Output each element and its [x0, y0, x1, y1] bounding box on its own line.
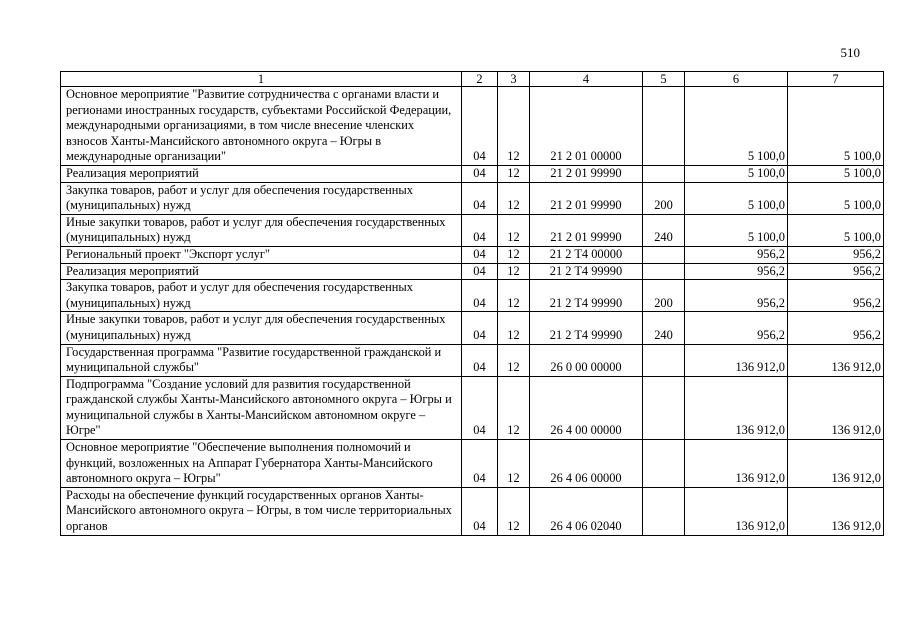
row-subsection: 12 [498, 312, 530, 344]
row-section: 04 [462, 376, 498, 439]
row-target-article: 21 2 T4 99990 [530, 312, 643, 344]
row-section: 04 [462, 312, 498, 344]
row-subsection: 12 [498, 214, 530, 246]
page-number: 510 [840, 45, 860, 60]
table-row [61, 487, 884, 535]
row-name: Реализация мероприятий [61, 263, 462, 280]
row-target-article: 26 0 00 00000 [530, 344, 643, 376]
header-row [61, 72, 884, 87]
row-expense-type [643, 440, 685, 488]
row-section: 04 [462, 87, 498, 166]
table-row [61, 280, 884, 312]
row-expense-type: 240 [643, 312, 685, 344]
row-target-article: 21 2 01 99990 [530, 182, 643, 214]
column-header-6: 6 [685, 72, 788, 87]
row-amount-col7: 136 912,0 [788, 487, 884, 535]
row-subsection: 12 [498, 344, 530, 376]
row-target-article: 26 4 06 00000 [530, 440, 643, 488]
row-amount-col7: 956,2 [788, 280, 884, 312]
row-target-article: 26 4 06 02040 [530, 487, 643, 535]
row-section: 04 [462, 344, 498, 376]
row-amount-col6: 956,2 [685, 312, 788, 344]
row-amount-col6: 956,2 [685, 263, 788, 280]
row-expense-type [643, 165, 685, 182]
row-name: Подпрограмма "Создание условий для развития государственной гражданской службы Ханты-Мансийского автономного округа – Югры и муниципальной службы в Ханты-Мансийском автономном округе – Югре" [61, 376, 462, 439]
row-section: 04 [462, 246, 498, 263]
row-section: 04 [462, 280, 498, 312]
row-subsection: 12 [498, 87, 530, 166]
row-amount-col7: 956,2 [788, 246, 884, 263]
column-header-3: 3 [498, 72, 530, 87]
row-expense-type [643, 87, 685, 166]
row-amount-col6: 136 912,0 [685, 440, 788, 488]
row-amount-col6: 956,2 [685, 280, 788, 312]
row-name: Расходы на обеспечение функций государственных органов Ханты-Мансийского автономного округа – Югры, в том числе территориальных органов [61, 487, 462, 535]
row-target-article: 21 2 01 99990 [530, 165, 643, 182]
row-name: Иные закупки товаров, работ и услуг для обеспечения государственных (муниципальных) нужд [61, 312, 462, 344]
column-header-2: 2 [462, 72, 498, 87]
row-target-article: 21 2 T4 99990 [530, 263, 643, 280]
row-amount-col6: 5 100,0 [685, 214, 788, 246]
row-section: 04 [462, 165, 498, 182]
row-subsection: 12 [498, 487, 530, 535]
row-subsection: 12 [498, 280, 530, 312]
row-amount-col7: 956,2 [788, 312, 884, 344]
row-expense-type [643, 344, 685, 376]
row-section: 04 [462, 182, 498, 214]
table-row [61, 440, 884, 488]
table-row [61, 263, 884, 280]
row-name: Основное мероприятие "Развитие сотрудничества с органами власти и регионами иностранных государств, субъектами Российской Федерации, международными организациями, в том числе внесение членских взносов Ханты-Мансийского автономного округа – Югры в международные организации" [61, 87, 462, 166]
row-section: 04 [462, 487, 498, 535]
row-subsection: 12 [498, 376, 530, 439]
row-section: 04 [462, 263, 498, 280]
row-amount-col7: 136 912,0 [788, 376, 884, 439]
row-amount-col7: 5 100,0 [788, 182, 884, 214]
row-amount-col7: 136 912,0 [788, 344, 884, 376]
row-amount-col7: 5 100,0 [788, 87, 884, 166]
row-amount-col6: 5 100,0 [685, 182, 788, 214]
column-header-1: 1 [61, 72, 462, 87]
row-expense-type [643, 263, 685, 280]
table-row [61, 246, 884, 263]
row-amount-col7: 5 100,0 [788, 165, 884, 182]
table-row [61, 214, 884, 246]
row-subsection: 12 [498, 246, 530, 263]
row-target-article: 21 2 01 00000 [530, 87, 643, 166]
row-amount-col6: 956,2 [685, 246, 788, 263]
row-target-article: 21 2 01 99990 [530, 214, 643, 246]
row-section: 04 [462, 440, 498, 488]
column-header-7: 7 [788, 72, 884, 87]
row-expense-type [643, 246, 685, 263]
row-amount-col6: 136 912,0 [685, 344, 788, 376]
row-name: Закупка товаров, работ и услуг для обеспечения государственных (муниципальных) нужд [61, 280, 462, 312]
row-target-article: 21 2 T4 99990 [530, 280, 643, 312]
row-subsection: 12 [498, 263, 530, 280]
row-expense-type: 200 [643, 182, 685, 214]
row-section: 04 [462, 214, 498, 246]
row-expense-type [643, 487, 685, 535]
row-name: Иные закупки товаров, работ и услуг для обеспечения государственных (муниципальных) нужд [61, 214, 462, 246]
table-row [61, 344, 884, 376]
row-expense-type: 240 [643, 214, 685, 246]
column-header-4: 4 [530, 72, 643, 87]
column-header-5: 5 [643, 72, 685, 87]
table-row [61, 182, 884, 214]
row-amount-col7: 956,2 [788, 263, 884, 280]
row-expense-type: 200 [643, 280, 685, 312]
row-target-article: 21 2 T4 00000 [530, 246, 643, 263]
row-amount-col6: 5 100,0 [685, 165, 788, 182]
row-amount-col7: 5 100,0 [788, 214, 884, 246]
row-name: Региональный проект "Экспорт услуг" [61, 246, 462, 263]
row-expense-type [643, 376, 685, 439]
row-name: Государственная программа "Развитие государственной гражданской и муниципальной службы" [61, 344, 462, 376]
table-body [61, 87, 884, 536]
row-name: Реализация мероприятий [61, 165, 462, 182]
row-amount-col6: 136 912,0 [685, 487, 788, 535]
table-row [61, 87, 884, 166]
row-subsection: 12 [498, 165, 530, 182]
row-target-article: 26 4 00 00000 [530, 376, 643, 439]
table-header [61, 72, 884, 87]
table-row [61, 165, 884, 182]
row-name: Основное мероприятие "Обеспечение выполнения полномочий и функций, возложенных на Аппарат Губернатора Ханты-Мансийского автономного округа – Югры" [61, 440, 462, 488]
row-subsection: 12 [498, 182, 530, 214]
budget-table [60, 71, 884, 536]
row-amount-col6: 5 100,0 [685, 87, 788, 166]
row-amount-col6: 136 912,0 [685, 376, 788, 439]
row-name: Закупка товаров, работ и услуг для обеспечения государственных (муниципальных) нужд [61, 182, 462, 214]
table-row [61, 312, 884, 344]
table-row [61, 376, 884, 439]
row-amount-col7: 136 912,0 [788, 440, 884, 488]
row-subsection: 12 [498, 440, 530, 488]
